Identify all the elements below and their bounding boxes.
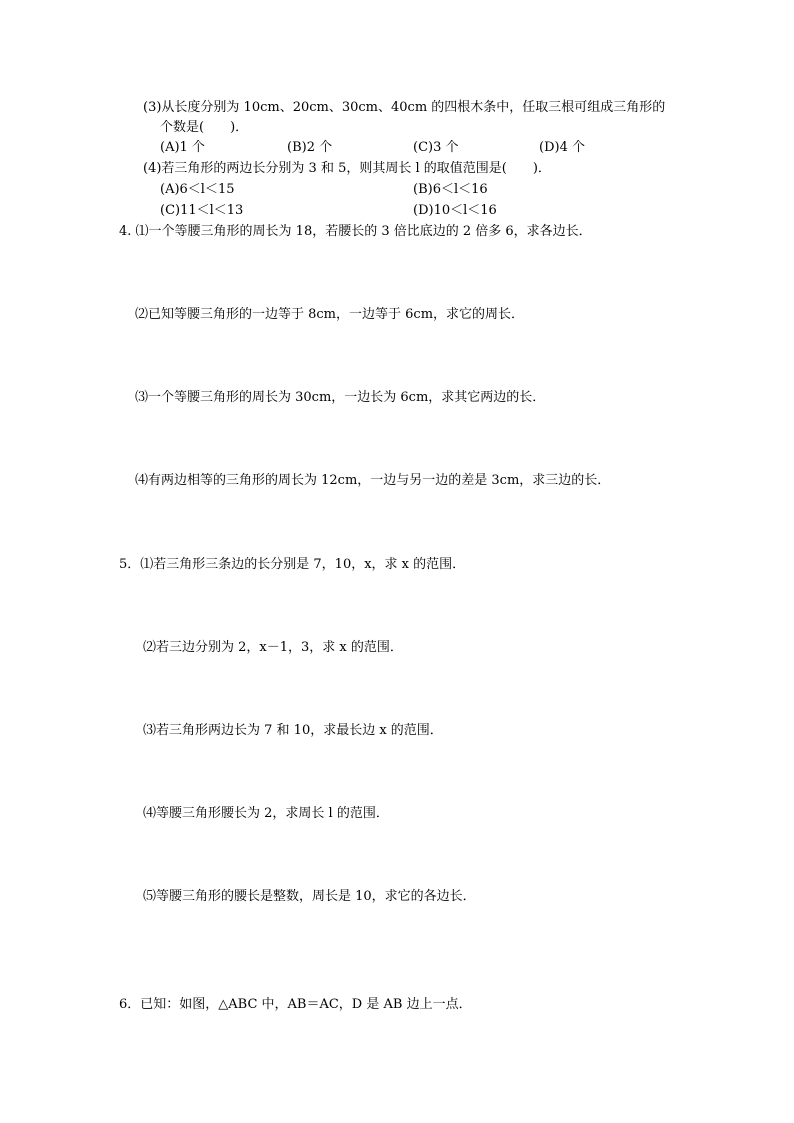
q6-part1: 6．已知：如图，△ABC 中，AB＝AC，D 是 AB 边上一点． [119,997,472,1012]
q3-sub4-line1: (4)若三角形的两边长分别为 3 和 5，则其周长 l 的取值范围是( )． [143,161,551,176]
q5-part4: ⑷等腰三角形腰长为 2，求周长 l 的范围． [143,806,389,821]
q4-part4: ⑷有两边相等的三角形的周长为 12cm，一边与另一边的差是 3cm，求三边的长． [135,473,611,488]
q4-part3: ⑶一个等腰三角形的周长为 30cm，一边长为 6cm，求其它两边的长． [135,390,546,405]
q3-sub4-option-c: (C)11＜l＜13 [160,203,244,218]
q3-sub3-line1: (3)从长度分别为 10cm、20cm、30cm、40cm 的四根木条中，任取三根可组成三角形的 [143,100,666,115]
q3-sub3-option-a: (A)1 个 [160,140,205,155]
q5-part5: ⑸等腰三角形的腰长是整数，周长是 10，求它的各边长． [143,889,476,904]
q3-sub3-option-c: (C)3 个 [413,140,459,155]
q5-part3: ⑶若三角形两边长为 7 和 10，求最长边 x 的范围． [143,723,443,738]
q4-part1: 4. ⑴一个等腰三角形的周长为 18，若腰长的 3 倍比底边的 2 倍多 6，求各边长． [119,224,592,239]
q5-part1: 5．⑴若三角形三条边的长分别是 7，10，x，求 x 的范围． [119,557,466,572]
q3-sub4-option-b: (B)6＜l＜16 [413,182,488,197]
q3-sub4-option-d: (D)10＜l＜16 [413,203,497,218]
q4-part2: ⑵已知等腰三角形的一边等于 8cm，一边等于 6cm，求它的周长． [135,307,525,322]
q3-sub3-option-b: (B)2 个 [287,140,333,155]
q3-sub3-option-d: (D)4 个 [539,140,585,155]
q5-part2: ⑵若三边分别为 2，x－1，3，求 x 的范围． [143,640,403,655]
q3-sub3-line2: 个数是( )． [160,120,249,135]
q3-sub4-option-a: (A)6＜l＜15 [160,182,235,197]
